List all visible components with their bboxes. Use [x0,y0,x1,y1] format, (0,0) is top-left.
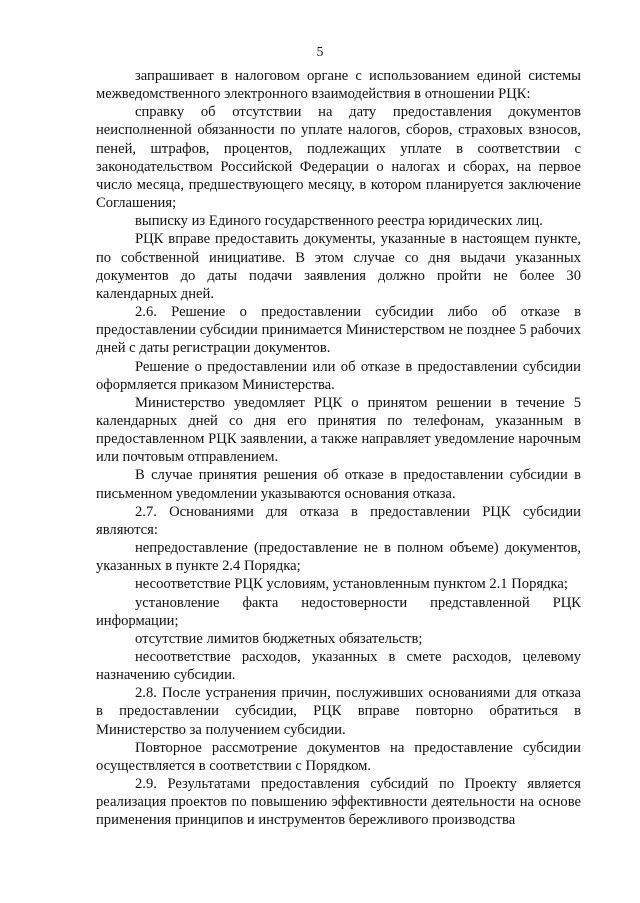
paragraph: Решение о предоставлении или об отказе в предоставлении субсидии оформляется приказом Министерства. [96,358,581,393]
paragraph: В случае принятия решения об отказе в предоставлении субсидии в письменном уведомлении указываются основания отказа. [96,467,581,502]
paragraph: 2.8. После устранения причин, послуживших основаниями для отказа в предоставлении субсидии, РЦК вправе повторно обратиться в Министерство за получением субсидии. [96,685,581,738]
paragraph: установление факта недостоверности представленной РЦК информации; [96,594,581,629]
page-number: 5 [316,44,324,59]
paragraph: справку об отсутствии на дату предоставления документов неисполненной обязанности по уплате налогов, сборов, страховых взносов, пеней, штрафов, процентов, подлежащих уплате в соответствии с законодательством Российской Федерации о налогах и сборах, на первое число месяца, предшествующего месяцу, в котором планируется заключение Соглашения; [96,104,581,212]
paragraph: запрашивает в налоговом органе с использованием единой системы межведомственного электронного взаимодействия в отношении РЦК: [96,68,581,103]
paragraph: несоответствие расходов, указанных в смете расходов, целевому назначению субсидии. [96,649,581,684]
paragraph: 2.7. Основаниями для отказа в предоставлении РЦК субсидии являются: [96,503,581,538]
document-body [96,67,581,830]
paragraph: Повторное рассмотрение документов на предоставление субсидии осуществляется в соответствии с Порядком. [96,739,581,774]
paragraph: РЦК вправе предоставить документы, указанные в настоящем пункте, по собственной инициативе. В этом случае со дня выдачи указанных документов до даты подачи заявления должно пройти не более 30 календарных дней. [96,231,581,302]
paragraph: несоответствие РЦК условиям, установленным пунктом 2.1 Порядка; [135,576,568,593]
paragraph: Министерство уведомляет РЦК о принятом решении в течение 5 календарных дней со дня его принятия по телефонам, указанным в предоставленном РЦК заявлении, а также направляет уведомление нарочным или почтовым отправлением. [96,394,581,466]
paragraph: 2.6. Решение о предоставлении субсидии либо об отказе в предоставлении субсидии принимается Министерством не позднее 5 рабочих дней с даты регистрации документов. [96,304,581,357]
paragraph: непредоставление (предоставление не в полном объеме) документов, указанных в пункте 2.4 Порядка; [96,540,581,575]
paragraph: отсутствие лимитов бюджетных обязательств; [135,630,423,647]
paragraph: 2.9. Результатами предоставления субсидий по Проекту является реализация проектов по повышению эффективности деятельности на основе применения принципов и инструментов бережливого производства [96,776,581,829]
paragraph: выписку из Единого государственного реестра юридических лиц. [135,213,543,230]
